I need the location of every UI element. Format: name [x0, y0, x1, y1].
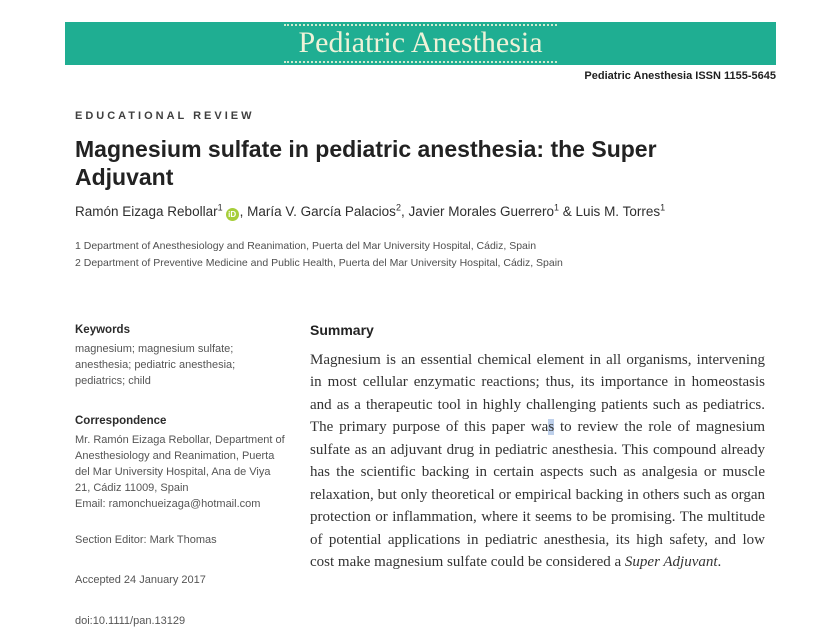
orcid-icon: iD [226, 208, 239, 221]
accepted-date-line: Accepted 24 January 2017 [75, 573, 206, 586]
summary-final-period: . [717, 554, 722, 571]
keywords-heading: Keywords [75, 323, 130, 336]
journal-title: Pediatric Anesthesia [284, 24, 556, 63]
author-affiliation-superscript: 1 [554, 202, 560, 213]
correspondence-text: Mr. Ramón Eizaga Rebollar, Department of Anesthesiology and Reanimation, Puerta del Mar University Hospital, Ana de Viya 21, Cádiz 11009, Spain [75, 433, 285, 494]
doi-line: doi:10.1111/pan.13129 [75, 614, 186, 627]
keywords-block [75, 322, 288, 389]
journal-page [0, 22, 840, 627]
section-label: EDUCATIONAL REVIEW [75, 110, 255, 122]
article-info-sidebar [75, 322, 288, 629]
summary-section [310, 322, 765, 629]
author-name: Luis M. Torres [575, 204, 661, 220]
keywords-text: magnesium; magnesium sulfate; anesthesia; pediatric anesthesia; pediatrics; child [75, 342, 236, 387]
author-name: Javier Morales Guerrero [408, 204, 555, 220]
author-affiliation-superscript: 1 [217, 202, 223, 213]
affiliations [75, 238, 775, 272]
affiliation-1: 1 Department of Anesthesiology and Reanimation, Puerta del Mar University Hospital, Cádiz, Spain [75, 240, 537, 253]
author-affiliation-superscript: 2 [395, 202, 401, 213]
body-columns [75, 322, 775, 629]
issn-line: Pediatric Anesthesia ISSN 1155-5645 [584, 70, 776, 82]
author-name: Ramón Eizaga Rebollar [75, 204, 218, 220]
summary-heading: Summary [310, 321, 374, 338]
summary-text [310, 349, 765, 574]
author-name: María V. García Palacios [247, 204, 396, 220]
author-affiliation-superscript: 1 [660, 202, 666, 213]
correspondence-heading: Correspondence [75, 414, 167, 427]
article-title: Magnesium sulfate in pediatric anesthesia: the Super Adjuvant [75, 136, 657, 191]
affiliation-2: 2 Department of Preventive Medicine and Public Health, Puerta del Mar University Hospital, Cádiz, Spain [75, 256, 563, 269]
correspondence-email: Email: ramonchueizaga@hotmail.com [75, 497, 261, 510]
summary-text-part2: to review the role of magnesium sulfate as an adjuvant drug in pediatric anesthesia. This compound already has the scientific backing in certain aspects such as analgesia or muscle relaxation, but only theoretical or empirical backing in others such as organ protection or inflammation, where it seems to be promising. The multitude of potential applications in pediatric anesthesia, its high safety, and low cost make magnesium sulfate could be considered a [310, 419, 766, 571]
summary-text-part1: Magnesium is an essential chemical element in all organisms, intervening in most cellular enzymatic reactions; thus, its importance in homeostasis and as a therapeutic tool in highly challenging patients such as pediatrics. The primary purpose of this paper wa [310, 351, 765, 436]
correspondence-block [75, 413, 288, 512]
article-header [0, 110, 840, 629]
authors-line: Ramón Eizaga Rebollar$^1$iD , María V. García Palacios$^2$, Javier Morales Guerrero$^1$ & Luis M. Torres$^1$ [75, 202, 666, 220]
section-editor-line: Section Editor: Mark Thomas [75, 533, 217, 546]
journal-banner [65, 22, 776, 65]
summary-highlight-char: s [548, 419, 555, 436]
summary-italic-phrase: Super Adjuvant [624, 554, 718, 571]
